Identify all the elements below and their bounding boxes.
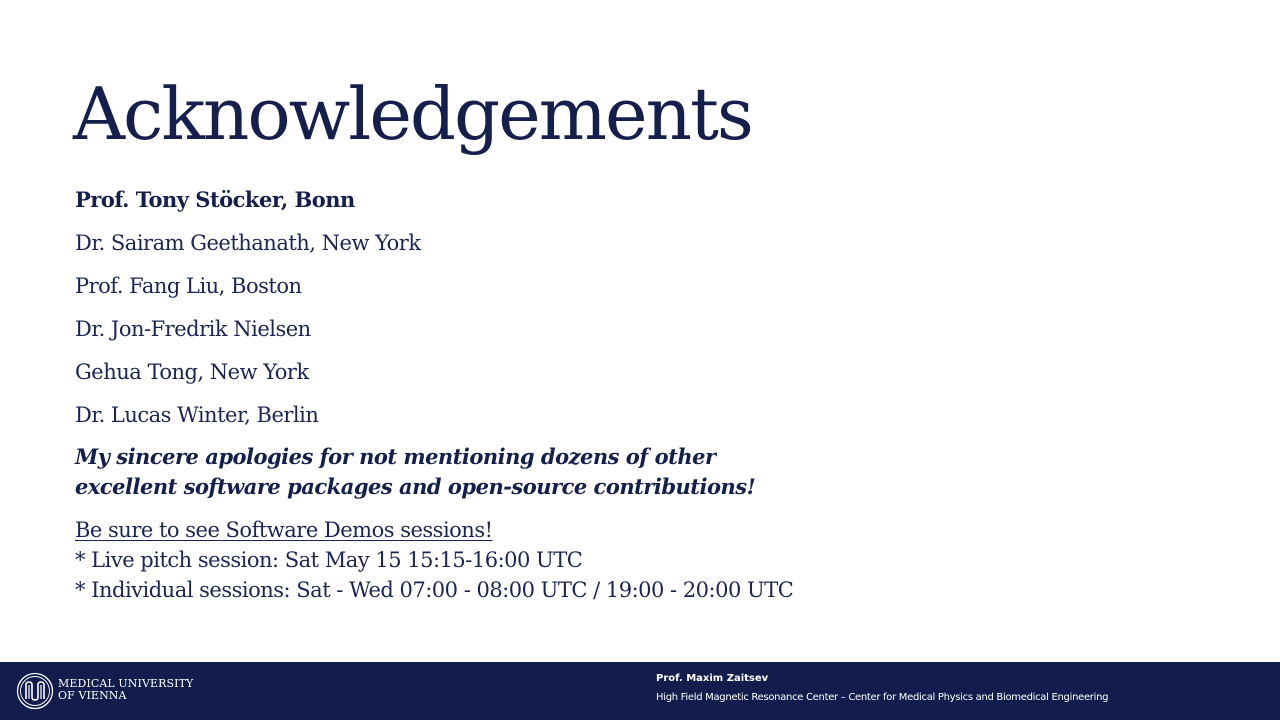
slide-title: Acknowledgements — [73, 72, 752, 156]
institute-name: High Field Magnetic Resonance Center – Center for Medical Physics and Biomedical Engineering — [656, 692, 1109, 703]
software-demos-info — [75, 515, 855, 605]
individual-sessions: * Individual sessions: Sat - Wed 07:00 - 08:00 UTC / 19:00 - 20:00 UTC — [75, 578, 794, 602]
apology-line-2: excellent software packages and open-source contributions! — [75, 474, 756, 499]
university-name: MEDICAL UNIVERSITY OF VIENNA — [58, 677, 194, 702]
acknowledgement-item: Dr. Lucas Winter, Berlin — [75, 403, 319, 427]
acknowledgement-item: Dr. Sairam Geethanath, New York — [75, 231, 421, 255]
slide-content — [75, 184, 855, 605]
footer-bar — [0, 662, 1280, 720]
university-seal-icon — [16, 672, 54, 710]
apology-note — [75, 442, 835, 502]
acknowledgement-item: Prof. Fang Liu, Boston — [75, 274, 302, 298]
apology-line-1: My sincere apologies for not mentioning dozens of other — [75, 444, 716, 469]
acknowledgement-item: Dr. Jon-Fredrik Nielsen — [75, 317, 311, 341]
software-demos-heading: Be sure to see Software Demos sessions! — [75, 518, 493, 542]
live-pitch-session: * Live pitch session: Sat May 15 15:15-16:00 UTC — [75, 548, 583, 572]
acknowledgement-item: Gehua Tong, New York — [75, 360, 309, 384]
presenter-name: Prof. Maxim Zaitsev — [656, 673, 769, 684]
acknowledgement-item: Prof. Tony Stöcker, Bonn — [75, 187, 355, 212]
